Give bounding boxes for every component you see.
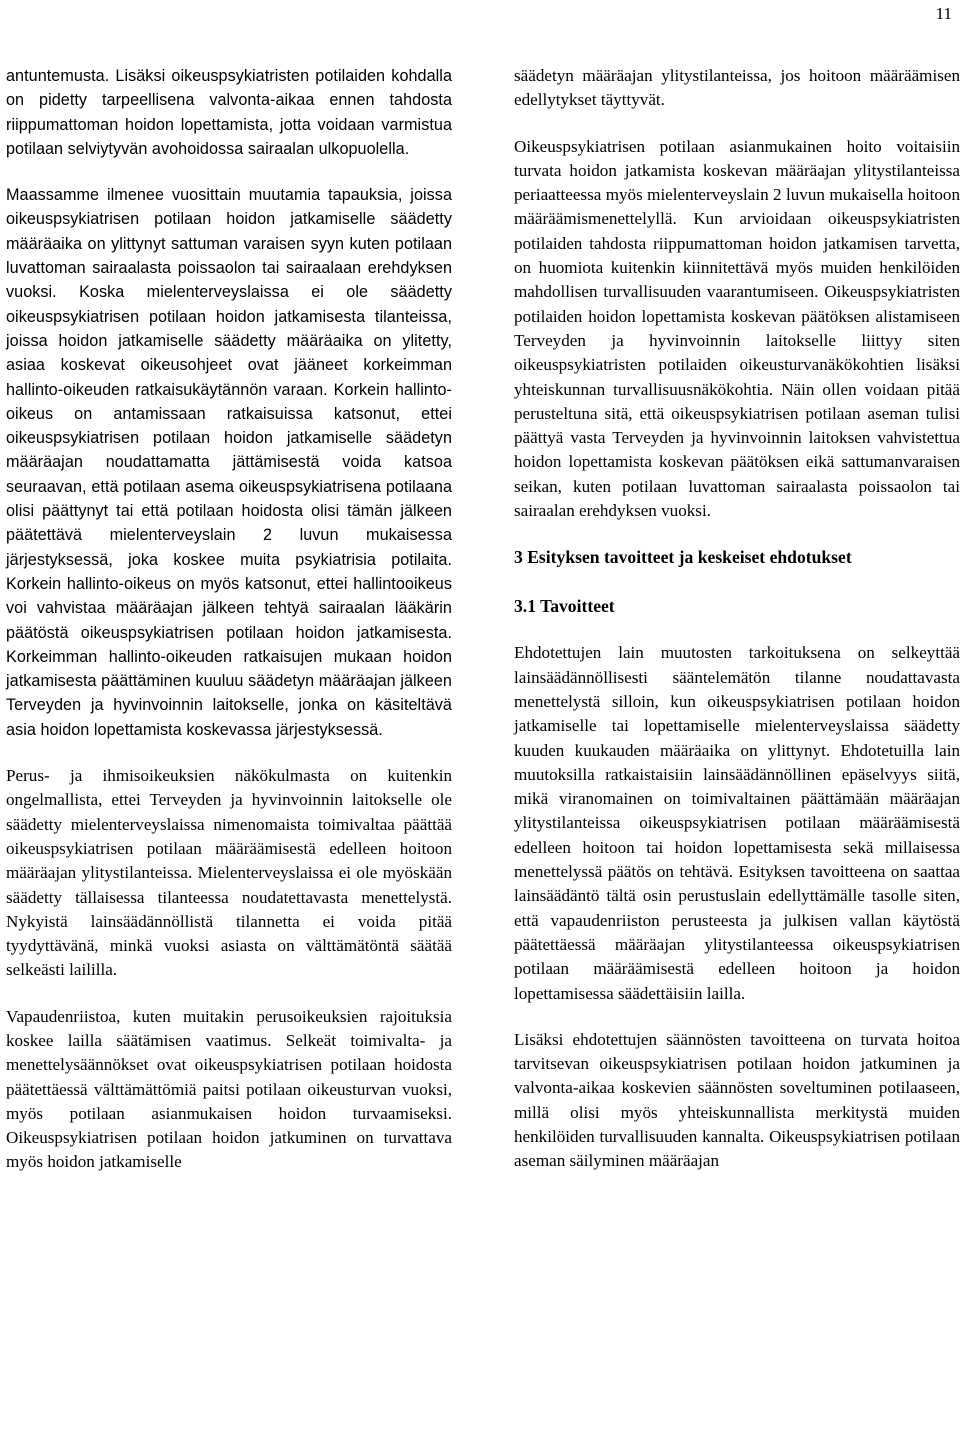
page-number: 11 (935, 4, 952, 23)
paragraph: Oikeuspsykiatrisen potilaan asianmukainen hoito voitaisiin turvata hoidon jatkamista koskevan määräajan ylitystilanteissa periaatteessa myös mielenterveyslain 2 luvun mukaisella hoitoon määräämismenettelyllä. Kun arvioidaan oikeuspsykiatristen potilaiden tahdosta riippumattoman hoidon jatkamisen tarvetta, on huomiota kuitenkin kiinnitettävä myös muiden henkilöiden mahdollisen turvallisuuden vaarantumiseen. Oikeuspsykiatristen potilaiden hoidon lopettamista koskevan päätöksen alistamiseen Terveyden ja hyvinvoinnin laitokselle liittyy siten oikeuspsykiatristen potilaiden oikeusturvanäkökohtien lisäksi yhteiskunnan turvallisuusnäkökohtia. Näin ollen voidaan pitää perusteltuna sitä, että oikeuspsykiatrisen potilaan aseman tulisi päättyä vasta Terveyden ja hyvinvoinnin laitoksen vahvistettua hoidon lopettamista koskevan päätöksen eikä sattumanvaraisen seikan, kuten potilaan luvattoman sairaalasta poissaolon tai sairaalan erehdyksen vuoksi. (514, 136, 960, 521)
left-column (6, 64, 452, 1197)
subsection-heading: 3.1 Tavoitteet (514, 596, 615, 617)
paragraph: Vapaudenriistoa, kuten muitakin perusoikeuksien rajoituksia koskee lailla säätämisen vaatimus. Selkeät toimivalta- ja menettelysäännökset ovat oikeuspsykiatrisen potilaan hoidosta päätettäessä välttämättömiä paitsi potilaan oikeusturvan vuoksi, myös potilaan asianmukaisen hoidon turvaamiseksi. Oikeuspsykiatrisen potilaan hoidon jatkuminen on turvattava myös hoidon jatkamiselle (6, 1006, 452, 1172)
right-column (514, 64, 960, 1196)
section-heading: 3 Esityksen tavoitteet ja keskeiset ehdotukset (514, 547, 852, 568)
paragraph: Ehdotettujen lain muutosten tarkoituksena on selkeyttää lainsäädännöllisesti sääntelemätön tilanne noudattavasta menettelystä silloin, kun oikeuspsykiatrisen potilaan hoidon jatkamiselle tai lopettamiselle mielenterveyslaissa säädetty kuuden kuukauden määräaika on ylittynyt. Ehdotetuilla lain muutoksilla ratkaistaisiin lainsäädännöllinen epäselvyys siitä, mikä viranomainen on toimivaltainen päättämään määräajan ylitystilanteissa oikeuspsykiatrisen potilaan määräämisestä edelleen hoitoon tai hoidon lopettamisesta sekä millaisessa menettelyssä päätös on tehtävä. Esityksen tavoitteena on saattaa lainsäädäntö tältä osin perustuslain edellyttämälle tasolle siten, että vapaudenriiston perusteesta ja julkisen vallan käytöstä päätettäessä määräajan ylitystilanteessa oikeuspsykiatrisen potilaan määräämisestä edelleen hoitoon ja hoidon lopettamisessa säädettäisiin lailla. (514, 643, 960, 1003)
paragraph: Lisäksi ehdotettujen säännösten tavoitteena on turvata hoitoa tarvitsevan oikeuspsykiatrisen potilaan hoidon jatkuminen ja valvonta-aikaa koskevien säännösten soveltuminen potilaaseen, millä olisi myös yhteiskunnallista merkitystä muiden henkilöiden turvallisuuden kannalta. Oikeuspsykiatrisen potilaan aseman säilyminen määräajan (514, 1029, 960, 1171)
paragraph: Perus- ja ihmisoikeuksien näkökulmasta on kuitenkin ongelmallista, ettei Terveyden ja hyvinvoinnin laitokselle ole säädetty mielenterveyslaissa nimenomaista toimivaltaa päättää oikeuspsykiatrisen potilaan määräämisestä edelleen hoitoon määräajan ylitystilanteissa. Mielenterveyslaissa ei ole myöskään säädetty tällaisessa tilanteessa noudatettavasta menettelystä. Nykyistä lainsäädännöllistä tilannetta ei voida pitää tyydyttävänä, minkä vuoksi asiasta on välttämätöntä säätää selkeästi laililla. (6, 766, 452, 980)
paragraph: Maassamme ilmenee vuosittain muutamia tapauksia, joissa oikeuspsykiatrisen potilaan hoidon jatkamiselle säädetty määräaika on ylittynyt sattuman varaisen syyn kuten potilaan luvattoman sairaalasta poissaolon tai sairaalaan erehdyksen vuoksi. Koska mielenterveyslaissa ei ole säädetty oikeuspsykiatrisen potilaan hoidon jatkamisesta tilanteissa, joissa hoidon jatkamiselle säädetty määräaika on ylitetty, asiaa koskevat oikeusohjeet ovat jääneet korkeimman hallinto-oikeuden ratkaisukäytännön varaan. Korkein hallinto-oikeus on antamissaan ratkaisuissa katsonut, ettei oikeuspsykiatrisen potilaan hoidon jatkamiselle säädetyn määräajan noudattamatta jättämisestä voida katsoa seuraavan, että potilaan asema oikeuspsykiatrisena potilaana olisi päättynyt tai että potilaan hoidosta olisi tämän jälkeen päätettävä mielenterveyslain 2 luvun mukaisessa järjestyksessä, joka koskee muita psykiatrisia potilaita. Korkein hallinto-oikeus on myös katsonut, ettei hallintooikeus voi vahvistaa määräajan jälkeen tehtyä sairaalan lääkärin päätöstä oikeuspsykiatrisen potilaan hoidon jatkamisesta. Korkeimman hallinto-oikeuden ratkaisujen mukaan hoidon jatkamisesta päättäminen kuuluu säädetyn määräajan jälkeen Terveyden ja hyvinvoinnin laitokselle, jonka on käsiteltävä asia hoidon lopettamista koskevassa järjestyksessä. (6, 186, 452, 739)
paragraph: antuntemusta. Lisäksi oikeuspsykiatristen potilaiden kohdalla on pidetty tarpeellisena valvonta-aikaa ennen tahdosta riippumattoman hoidon lopettamista, jotta voidaan varmistua potilaan selviytyvän avohoidossa sairaalan ulkopuolella. (6, 67, 452, 158)
paragraph: säädetyn määräajan ylitystilanteissa, jos hoitoon määräämisen edellytykset täyttyvät. (514, 66, 960, 110)
